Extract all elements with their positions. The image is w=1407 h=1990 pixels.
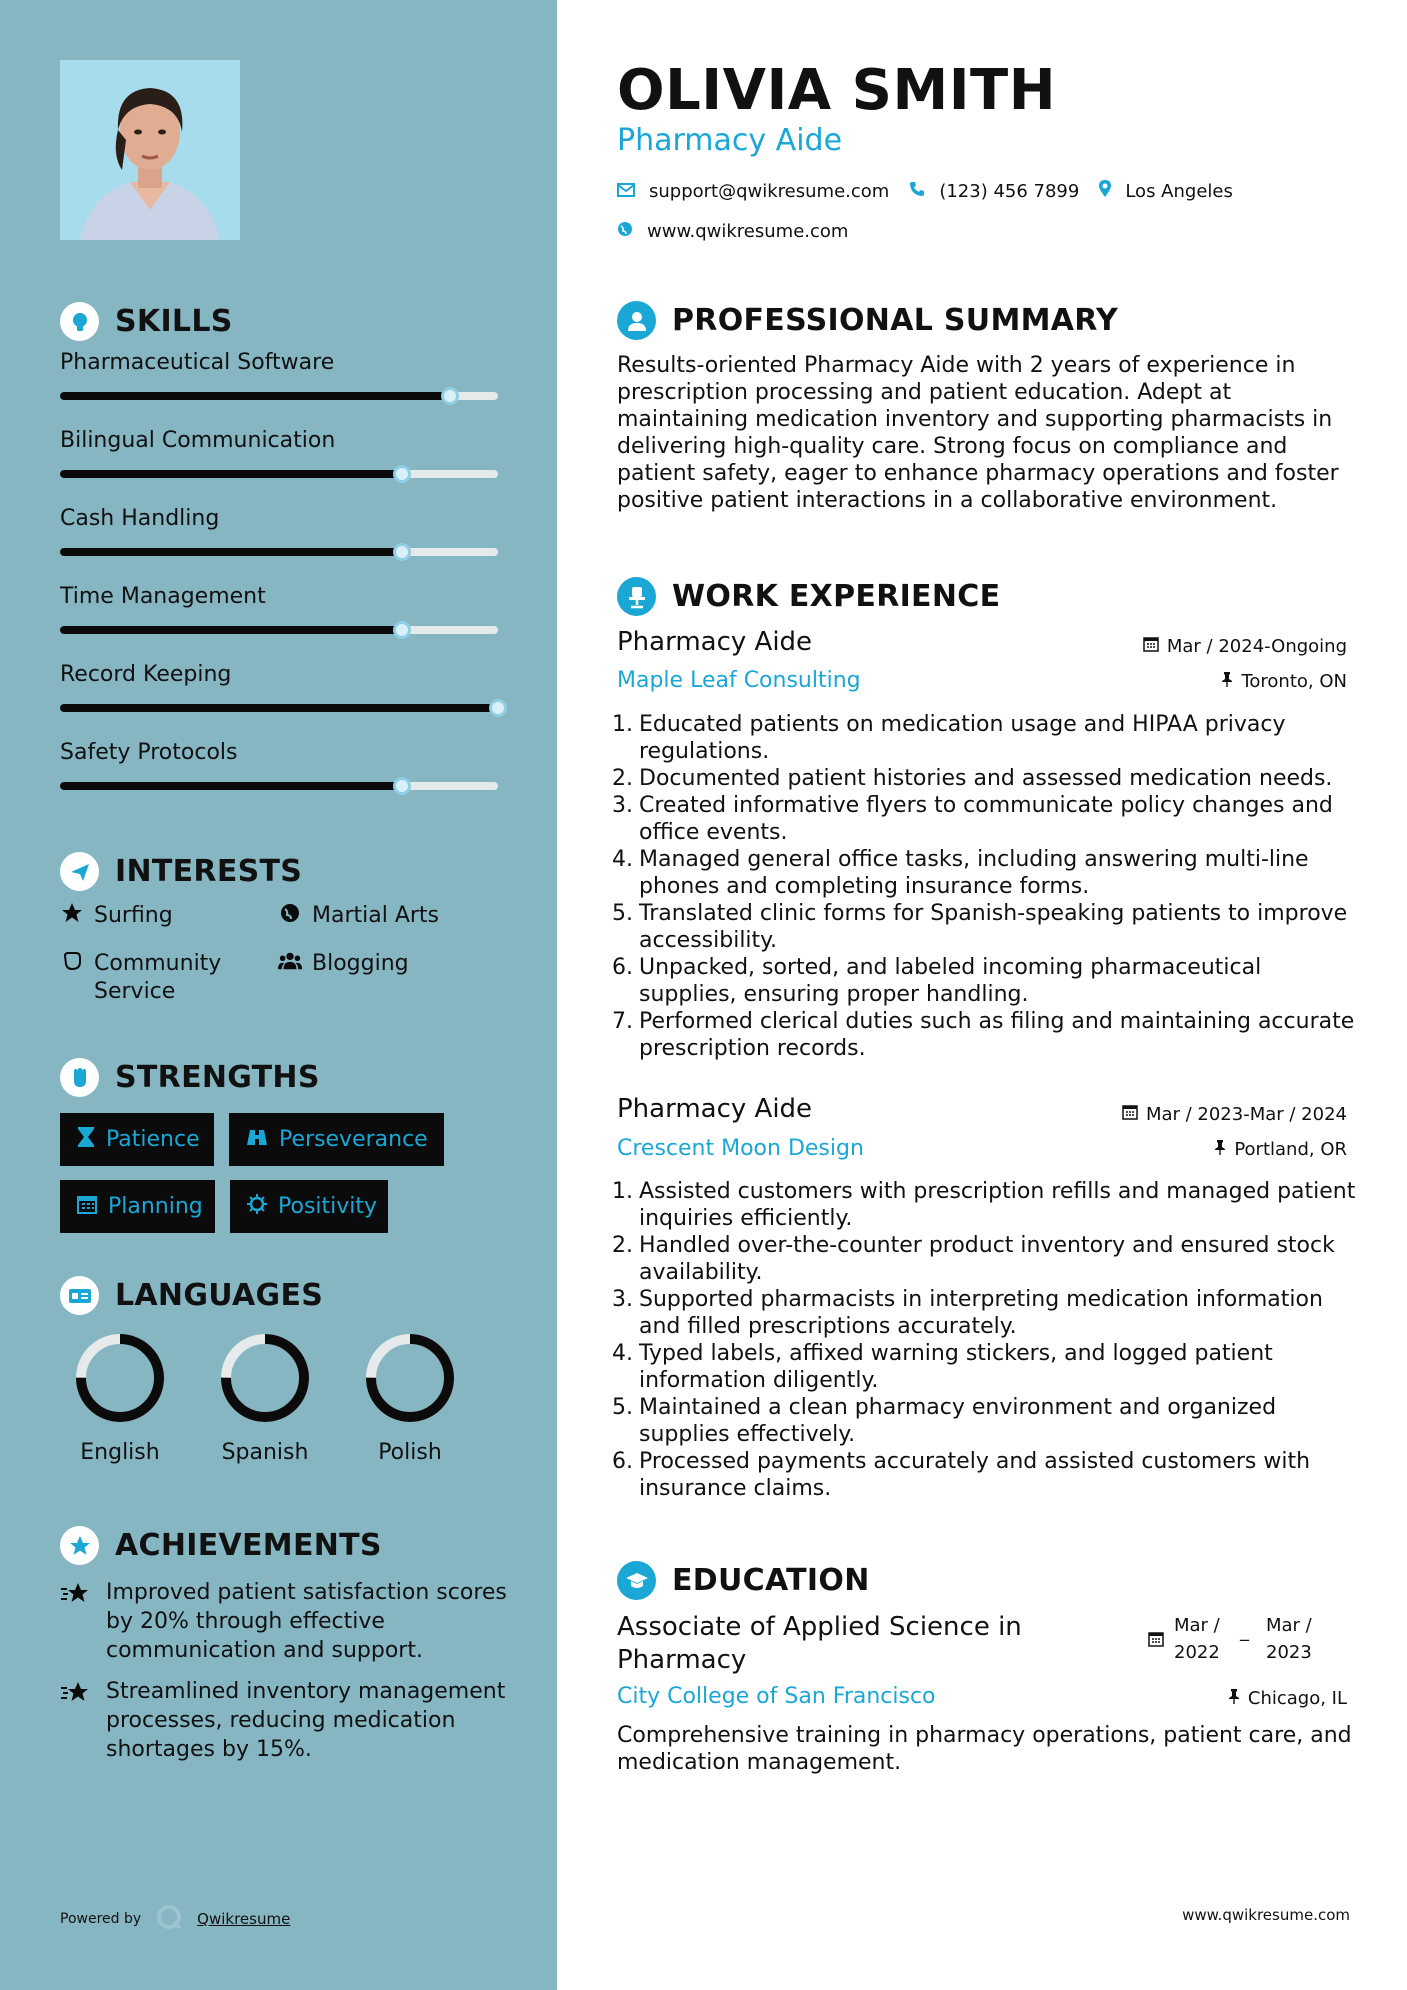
list-item: 5. Maintained a clean pharmacy environment and organized supplies effectively. [612, 1395, 1277, 1447]
summary-heading [617, 301, 1118, 340]
skill-level-knob [441, 387, 459, 405]
education-heading [617, 1561, 870, 1600]
list-item: 5. Translated clinic forms for Spanish-speaking patients to improve accessibility. [612, 901, 1348, 953]
skill-item [60, 584, 500, 609]
profile-photo [60, 60, 240, 240]
skill-level-fill [60, 470, 402, 478]
education-dates: Mar / 2022 _ Mar / 2023 [1148, 1612, 1322, 1666]
powered-by: Powered by Qwikresume [60, 1903, 290, 1935]
list-item: 4. Typed labels, affixed warning stickers, and logged patient information diligently. [612, 1341, 1273, 1393]
skills-heading [60, 302, 233, 341]
section-title: WORK EXPERIENCE [672, 579, 1001, 614]
pushpin-icon [1228, 1688, 1240, 1709]
job-dates: Mar / 2023-Mar / 2024 [1122, 1104, 1347, 1125]
language-item [60, 1330, 180, 1465]
users-icon [278, 950, 302, 978]
list-item: 2. Handled over-the-counter product inventory and ensured stock availability. [612, 1233, 1335, 1285]
skill-item [60, 350, 500, 375]
company-name: Maple Leaf Consulting [617, 668, 861, 693]
qwikresume-link[interactable]: Qwikresume [197, 1910, 291, 1928]
graduation-cap-icon [617, 1561, 656, 1600]
skill-level-bar [60, 626, 498, 634]
pushpin-icon [1214, 1139, 1226, 1160]
calendar-icon [1122, 1104, 1138, 1125]
skill-level-knob [393, 465, 411, 483]
language-level-ring [72, 1330, 168, 1426]
skill-level-bar [60, 392, 498, 400]
sidebar [0, 0, 557, 1990]
hand-icon [60, 950, 84, 1006]
list-item: 3. Created informative flyers to communicate policy changes and office events. [612, 793, 1333, 845]
skill-label: Time Management [60, 584, 266, 609]
skill-level-fill [60, 548, 402, 556]
skill-level-fill [60, 782, 402, 790]
school-name: City College of San Francisco [617, 1684, 936, 1709]
qwikresume-logo-icon [155, 1903, 183, 1935]
section-title: STRENGTHS [115, 1060, 320, 1095]
strengths-heading [60, 1058, 320, 1097]
skill-level-knob [489, 699, 507, 717]
list-item: 1. Educated patients on medication usage and HIPAA privacy regulations. [612, 712, 1286, 764]
skill-label: Pharmaceutical Software [60, 350, 335, 375]
star-icon [60, 902, 84, 930]
job-title: Pharmacy Aide [617, 627, 813, 657]
globe-icon [278, 902, 302, 930]
list-item: 6. Unpacked, sorted, and labeled incoming pharmaceutical supplies, ensuring proper handling. [612, 955, 1262, 1007]
skill-label: Bilingual Communication [60, 428, 336, 453]
trophy-star-icon [60, 1581, 92, 1665]
section-title: ACHIEVEMENTS [115, 1528, 382, 1563]
language-label: Spanish [221, 1440, 309, 1465]
globe-icon [617, 221, 633, 242]
experience-heading [617, 577, 1000, 616]
paper-plane-icon [60, 852, 99, 891]
list-item: 7. Performed clerical duties such as filing and maintaining accurate prescription records. [612, 1009, 1355, 1061]
binoculars-icon [245, 1127, 269, 1153]
phone[interactable]: (123) 456 7899 [939, 181, 1080, 202]
list-item: 4. Managed general office tasks, including answering multi-line phones and completing insurance forms. [612, 847, 1309, 899]
strength-tag: Planning [60, 1180, 215, 1233]
skill-level-knob [393, 621, 411, 639]
section-title: INTERESTS [115, 854, 303, 889]
list-item: 6. Processed payments accurately and assisted customers with insurance claims. [612, 1449, 1311, 1501]
skill-level-fill [60, 704, 498, 712]
website-row [617, 221, 848, 242]
section-title: LANGUAGES [115, 1278, 324, 1313]
candidate-name: OLIVIA SMITH [617, 58, 1057, 123]
degree-title: Associate of Applied Science in Pharmacy [617, 1612, 1022, 1675]
user-icon [617, 301, 656, 340]
skill-item [60, 662, 500, 687]
language-item [350, 1330, 470, 1465]
interest-item: Community Service [60, 950, 260, 1006]
skill-level-fill [60, 392, 450, 400]
skill-level-fill [60, 626, 402, 634]
skill-level-bar [60, 548, 498, 556]
list-item: 3. Supported pharmacists in interpreting medication information and filled prescriptions accurately. [612, 1287, 1323, 1339]
phone-icon [909, 181, 925, 202]
achievement-item: Streamlined inventory management processes, reducing medication shortages by 15%. [60, 1677, 520, 1764]
job-title: Pharmacy Aide [617, 1094, 813, 1124]
skill-item [60, 428, 500, 453]
list-item: 1. Assisted customers with prescription refills and managed patient inquiries efficiently. [612, 1179, 1356, 1231]
language-label: Polish [378, 1440, 442, 1465]
envelope-icon [617, 181, 635, 202]
skill-level-bar [60, 704, 498, 712]
email[interactable]: support@qwikresume.com [649, 181, 890, 202]
pushpin-icon [1221, 671, 1233, 692]
id-card-icon [60, 1276, 99, 1315]
job-responsibilities [607, 711, 1357, 1062]
skill-label: Cash Handling [60, 506, 220, 531]
map-pin-icon [1099, 180, 1111, 203]
sun-icon [246, 1193, 268, 1221]
summary-text: Results-oriented Pharmacy Aide with 2 years of experience in prescription processing and patient education. Adept at maintaining medication inventory and supporting pharmacists in delivering high-quality care. Strong focus on compliance and patient safety, eager to enhance pharmacy operations and foster positive patient interactions in a collaborative environment. [617, 353, 1339, 513]
fist-icon [60, 1058, 99, 1097]
interest-item: Martial Arts [278, 902, 439, 930]
skill-label: Record Keeping [60, 662, 232, 687]
skill-level-bar [60, 470, 498, 478]
strength-tag: Patience [60, 1113, 214, 1166]
contact-row [617, 180, 1233, 203]
calendar-icon [76, 1193, 98, 1221]
languages-heading [60, 1276, 323, 1315]
location: Los Angeles [1125, 181, 1233, 202]
interest-item: Blogging [278, 950, 409, 978]
company-name: Crescent Moon Design [617, 1136, 864, 1161]
skill-level-bar [60, 782, 498, 790]
strength-tag: Positivity [230, 1180, 388, 1233]
skill-item [60, 506, 500, 531]
job-dates: Mar / 2024-Ongoing [1143, 636, 1347, 657]
candidate-title: Pharmacy Aide [617, 123, 843, 158]
language-level-ring [217, 1330, 313, 1426]
achievement-item: Improved patient satisfaction scores by 20% through effective communication and support. [60, 1578, 520, 1665]
hourglass-icon [76, 1126, 96, 1154]
achievements-heading [60, 1526, 382, 1565]
calendar-icon [1148, 1628, 1164, 1666]
language-label: English [80, 1440, 160, 1465]
lightbulb-icon [60, 302, 99, 341]
list-item: 2. Documented patient histories and assessed medication needs. [612, 766, 1333, 791]
education-description: Comprehensive training in pharmacy operations, patient care, and medication management. [617, 1723, 1352, 1775]
job-responsibilities [607, 1178, 1357, 1502]
job-location: Toronto, ON [1221, 671, 1347, 692]
language-level-ring [362, 1330, 458, 1426]
section-title: PROFESSIONAL SUMMARY [672, 303, 1119, 338]
interest-item: Surfing [60, 902, 173, 930]
skill-level-knob [393, 543, 411, 561]
skill-level-knob [393, 777, 411, 795]
star-badge-icon [60, 1526, 99, 1565]
skill-label: Safety Protocols [60, 740, 238, 765]
interests-heading [60, 852, 302, 891]
trophy-star-icon [60, 1680, 92, 1764]
section-title: SKILLS [115, 304, 233, 339]
language-item [205, 1330, 325, 1465]
office-chair-icon [617, 577, 656, 616]
footer-site[interactable]: www.qwikresume.com [1182, 1906, 1350, 1924]
section-title: EDUCATION [672, 1563, 870, 1598]
skill-item [60, 740, 500, 765]
job-location: Portland, OR [1214, 1139, 1347, 1160]
education-location: Chicago, IL [1228, 1688, 1347, 1709]
strength-tag: Perseverance [229, 1113, 444, 1166]
website-link[interactable]: www.qwikresume.com [647, 221, 849, 242]
calendar-icon [1143, 636, 1159, 657]
